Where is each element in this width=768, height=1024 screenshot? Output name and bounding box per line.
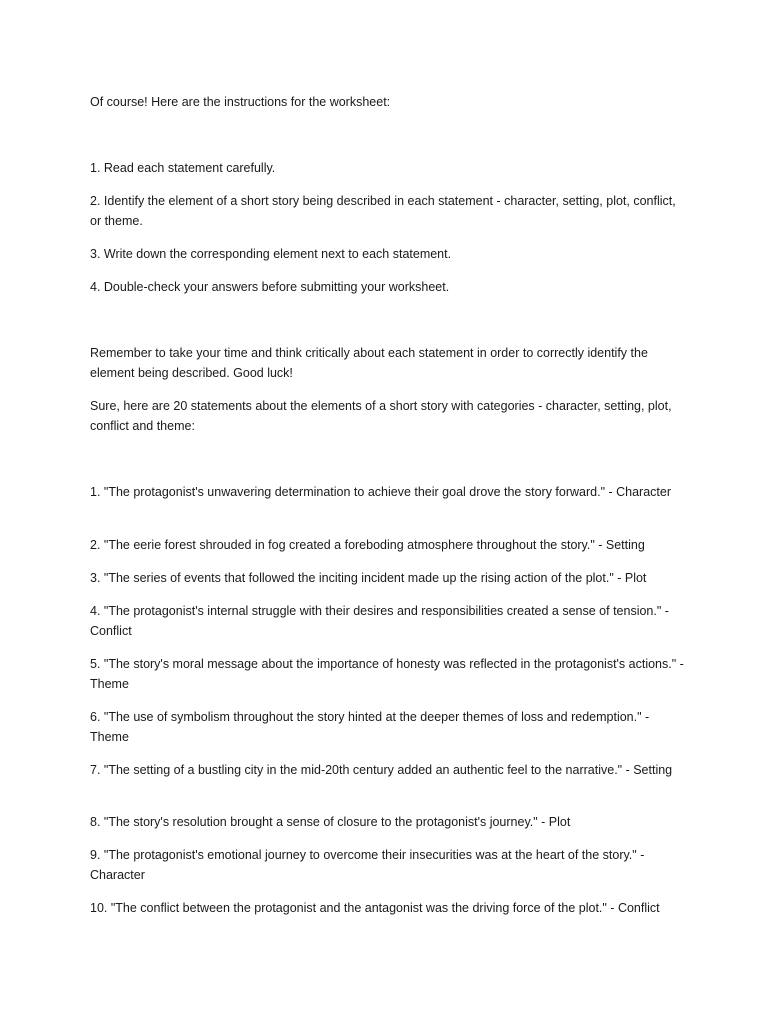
statement-item-10: 10. "The conflict between the protagonist and the antagonist was the driving force of the plot." - Conflict bbox=[90, 901, 660, 915]
instruction-item-2: 2. Identify the element of a short story being described in each statement - character, setting, plot, conflict, or theme. bbox=[90, 194, 676, 228]
statement-item-6: 6. "The use of symbolism throughout the story hinted at the deeper themes of loss and redemption." - Theme bbox=[90, 710, 650, 744]
statement-item-8: 8. "The story's resolution brought a sense of closure to the protagonist's journey." - Plot bbox=[90, 815, 571, 829]
instruction-item-3: 3. Write down the corresponding element next to each statement. bbox=[90, 247, 452, 261]
statement-item-5: 5. "The story's moral message about the importance of honesty was reflected in the protagonist's actions." - Theme bbox=[90, 657, 684, 691]
statement-item-7: 7. "The setting of a bustling city in the mid-20th century added an authentic feel to the narrative." - Setting bbox=[90, 763, 673, 777]
statement-item-9: 9. "The protagonist's emotional journey to overcome their insecurities was at the heart of the story." - Character bbox=[90, 848, 645, 882]
statement-item-4: 4. "The protagonist's internal struggle with their desires and responsibilities created a sense of tension." - Conflict bbox=[90, 604, 669, 638]
instruction-item-4: 4. Double-check your answers before submitting your worksheet. bbox=[90, 280, 450, 294]
statement-item-2: 2. "The eerie forest shrouded in fog created a foreboding atmosphere throughout the story." - Setting bbox=[90, 538, 645, 552]
statement-item-3: 3. "The series of events that followed the inciting incident made up the rising action of the plot." - Plot bbox=[90, 571, 647, 585]
intro-paragraph: Of course! Here are the instructions for the worksheet: bbox=[90, 95, 391, 109]
statements-intro-paragraph: Sure, here are 20 statements about the elements of a short story with categories - character, setting, plot, conflict and theme: bbox=[90, 399, 672, 433]
statement-item-1: 1. "The protagonist's unwavering determination to achieve their goal drove the story forward." - Character bbox=[90, 485, 671, 499]
reminder-paragraph: Remember to take your time and think critically about each statement in order to correctly identify the element being described. Good luck! bbox=[90, 346, 648, 380]
instruction-item-1: 1. Read each statement carefully. bbox=[90, 161, 276, 175]
